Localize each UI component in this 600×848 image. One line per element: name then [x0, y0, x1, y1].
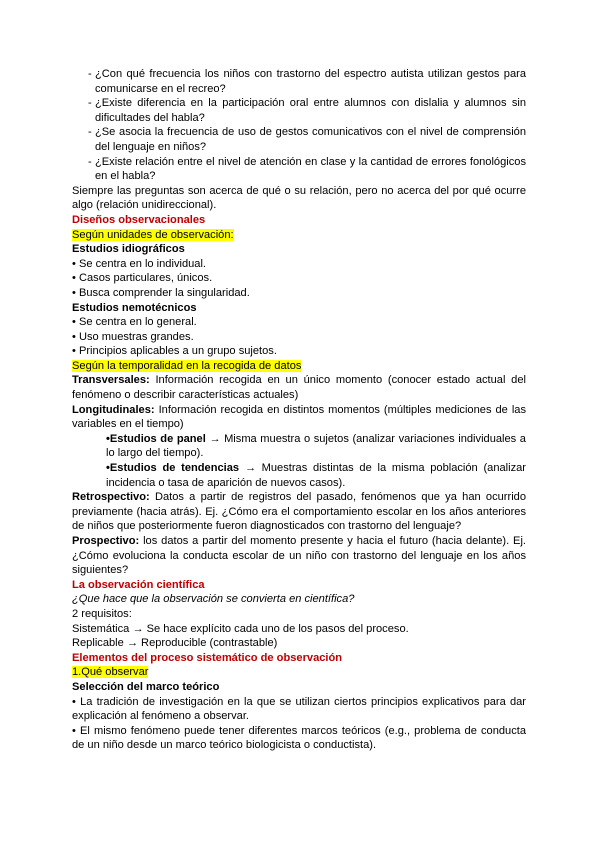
- highlight-step1: 1.Qué observar: [72, 666, 149, 679]
- section-heading-elementos: Elementos del proceso sistemático de observación: [72, 651, 343, 664]
- sistematica-line: Sistemática → Se hace explícito cada uno de los pasos del proceso.: [72, 622, 409, 635]
- list-item: • Casos particulares, únicos.: [72, 272, 213, 285]
- transversales-paragraph: [72, 373, 526, 402]
- document-content: [72, 67, 526, 753]
- question-dash: -: [88, 97, 92, 110]
- requisitos-line: 2 requisitos:: [72, 607, 132, 620]
- section-heading-disenos: Diseños observacionales: [72, 213, 206, 226]
- observacion-question: ¿Que hace que la observación se convierta en científica?: [72, 593, 355, 606]
- summary-paragraph: Siempre las preguntas son acerca de qué o su relación, pero no acerca del por qué ocurre algo (relación unidireccional).: [72, 184, 526, 212]
- section-heading-observacion: La observación científica: [72, 578, 205, 591]
- longitudinales-paragraph: [72, 403, 526, 432]
- question-item: - ¿Existe diferencia en la participación oral entre alumnos con dislalia y alumnos sin dificultades del habla?: [88, 97, 526, 124]
- panel-term: •Estudios de panel: [106, 432, 206, 445]
- list-item: • Se centra en lo general.: [72, 316, 197, 329]
- retrospectivo-term: Retrospectivo:: [72, 491, 150, 504]
- question-item: - ¿Con qué frecuencia los niños con trastorno del espectro autista utilizan gestos para comunicarse en el recreo?: [88, 68, 526, 95]
- prospectivo-term: Prospectivo:: [72, 535, 140, 547]
- marco-title: Selección del marco teórico: [72, 680, 220, 693]
- list-item: • Uso muestras grandes.: [72, 330, 194, 343]
- question-dash: -: [88, 155, 92, 168]
- prospectivo-text: los datos a partir del momento presente y hacia el futuro (hacia delante). Ej. ¿Cómo evoluciona la conducta escolar de un niño con trastorno del lenguaje en los años siguientes?: [72, 535, 526, 577]
- panel-paragraph: [72, 432, 526, 461]
- list-item: • El mismo fenómeno puede tener diferentes marcos teóricos (e.g., problema de conducta de un niño desde un marco teórico biologicista o conductista).: [72, 724, 526, 752]
- question-dash: -: [88, 68, 92, 80]
- longitudinales-term: Longitudinales:: [72, 403, 155, 416]
- replicable-line: Replicable → Reproducible (contrastable): [72, 637, 278, 650]
- question-list: [72, 67, 526, 184]
- longitudinales-text: Información recogida en distintos momentos (múltiples mediciones de las variables en el tiempo): [72, 403, 526, 431]
- tendencias-text: → Muestras distintas de la misma población (analizar incidencia o tasa de aparición de nuevos casos).: [106, 462, 527, 489]
- list-item: • Busca comprender la singularidad.: [72, 286, 250, 299]
- panel-text: → Misma muestra o sujetos (analizar variaciones individuales a lo largo del tiempo).: [106, 432, 526, 460]
- transversales-term: Transversales:: [72, 374, 150, 387]
- transversales-text: Información recogida en un único momento (conocer estado actual del fenómeno o describir características actuales): [72, 374, 526, 402]
- question-dash: -: [88, 126, 92, 139]
- prospectivo-paragraph: [72, 534, 526, 578]
- highlight-temporal-heading: Según la temporalidad en la recogida de datos: [72, 359, 302, 372]
- retrospectivo-text: Datos a partir de registros del pasado, fenómenos que ya han ocurrido previamente (hacia atrás). Ej. ¿Cómo era el comportamiento escolar en los años anteriores de niños que posteriormente fueron diagnosticados con trastorno del lenguaje?: [72, 491, 526, 533]
- tendencias-term: •Estudios de tendencias: [106, 462, 240, 475]
- question-item: - ¿Se asocia la frecuencia de uso de gestos comunicativos con el nivel de comprensión del lenguaje en niños?: [88, 126, 526, 153]
- list-item: • La tradición de investigación en la que se utilizan ciertos principios explicativos para dar explicación al fenómeno a observar.: [72, 695, 526, 723]
- question-item: - ¿Existe relación entre el nivel de atención en clase y la cantidad de errores fonológicos en el habla?: [88, 155, 526, 183]
- retrospectivo-paragraph: [72, 490, 526, 534]
- nomoteticos-title: Estudios nemotécnicos: [72, 301, 197, 314]
- list-item: • Principios aplicables a un grupo sujetos.: [72, 345, 277, 358]
- tendencias-paragraph: [72, 461, 526, 490]
- highlight-units-heading: Según unidades de observación:: [72, 228, 234, 241]
- list-item: • Se centra en lo individual.: [72, 257, 207, 270]
- idiograficos-title: Estudios idiográficos: [72, 243, 185, 256]
